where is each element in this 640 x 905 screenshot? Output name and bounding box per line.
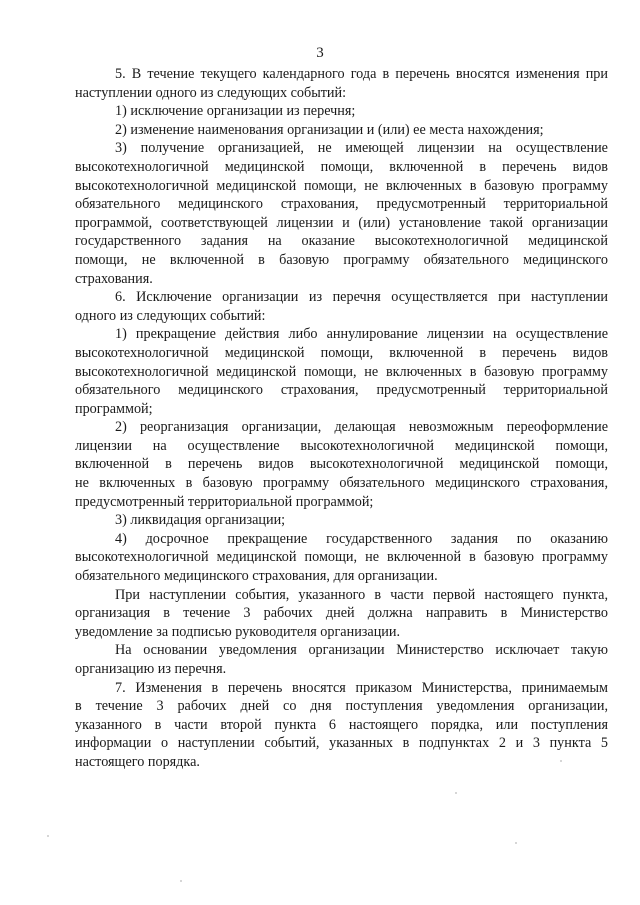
text-line: программой; (75, 400, 153, 417)
text-line: На основании уведомления организации Министерство исключает такую (115, 642, 608, 659)
text-line: не включенных в базовую программу обязательного медицинского страхования, (75, 475, 608, 492)
page-number: 3 (316, 45, 324, 61)
text-line: При наступлении события, указанного в части первой настоящего пункта, (115, 586, 608, 603)
text-line: настоящего порядка. (75, 753, 200, 770)
paragraph (75, 679, 608, 772)
paragraph (75, 139, 608, 288)
text-line: 2) изменение наименования организации и (или) ее места нахождения; (115, 121, 544, 138)
text-line: 5. В течение текущего календарного года в перечень вносятся изменения при (115, 66, 608, 82)
text-line: предусмотренный территориальной программой; (75, 493, 374, 510)
text-line: высокотехнологичной медицинской помощи, не включенных в базовую программу (75, 177, 608, 194)
paragraph (75, 102, 608, 121)
paragraph (75, 288, 608, 325)
text-line: помощи, не включенной в базовую программу обязательного медицинского (75, 251, 608, 268)
text-line: 7. Изменения в перечень вносятся приказом Министерства, принимаемым (115, 679, 608, 696)
text-line: обязательного медицинского страхования, предусмотренный территориальной (75, 196, 608, 213)
text-line: 1) прекращение действия либо аннулирование лицензии на осуществление (115, 326, 608, 343)
paragraph (75, 418, 608, 511)
text-line: лицензии на осуществление высокотехнологичной медицинской помощи, (75, 437, 608, 454)
scan-speck (455, 792, 457, 794)
text-line: высокотехнологичной медицинской помощи, включенной в перечень видов (75, 344, 608, 361)
scan-speck (47, 835, 49, 837)
scan-speck (560, 760, 562, 762)
text-line: уведомление за подписью руководителя организации. (75, 623, 401, 640)
text-line: организацию из перечня. (75, 661, 227, 677)
paragraph (75, 325, 608, 418)
text-line: информации о наступлении событий, указанных в подпунктах 2 и 3 пункта 5 (75, 735, 608, 752)
scan-speck (515, 842, 517, 844)
text-line: высокотехнологичной медицинской помощи, не включенной в базовую программу (75, 549, 608, 566)
paragraph (75, 586, 608, 642)
text-line: указанного в части второй пункта 6 настоящего порядка, или поступления (75, 716, 608, 733)
text-line: 4) досрочное прекращение государственного задания по оказанию (115, 530, 608, 547)
text-line: 6. Исключение организации из перечня осуществляется при наступлении (115, 289, 608, 306)
paragraph (75, 511, 608, 530)
scan-speck (180, 880, 182, 882)
text-line: одного из следующих событий: (75, 307, 266, 324)
text-line: 1) исключение организации из перечня; (115, 103, 356, 120)
text-line: обязательного медицинского страхования, для организации. (75, 568, 438, 585)
text-line: включенной в перечень видов высокотехнологичной медицинской помощи, (75, 456, 608, 473)
text-line: страхования. (75, 270, 153, 287)
text-line: наступлении одного из следующих событий: (75, 84, 347, 101)
document-body (75, 65, 608, 772)
text-line: обязательного медицинского страхования, предусмотренный территориальной (75, 382, 608, 399)
text-line: высокотехнологичной медицинской помощи, не включенных в базовую программу (75, 363, 608, 380)
text-line: организация в течение 3 рабочих дней должна направить в Министерство (75, 605, 608, 622)
text-line: 3) ликвидация организации; (115, 512, 286, 529)
text-line: в течение 3 рабочих дней со дня поступления уведомления организации, (75, 698, 608, 715)
text-line: 3) получение организацией, не имеющей лицензии на осуществление (115, 140, 608, 157)
paragraph (75, 641, 608, 678)
text-line: государственного задания на оказание высокотехнологичной медицинской (75, 233, 608, 250)
paragraph (75, 530, 608, 586)
text-line: высокотехнологичной медицинской помощи, включенной в перечень видов (75, 158, 608, 175)
text-line: программой, соответствующей лицензии и (или) установление такой организации (75, 214, 608, 231)
paragraph (75, 65, 608, 102)
paragraph (75, 121, 608, 140)
text-line: 2) реорганизация организации, делающая невозможным переоформление (115, 419, 608, 436)
